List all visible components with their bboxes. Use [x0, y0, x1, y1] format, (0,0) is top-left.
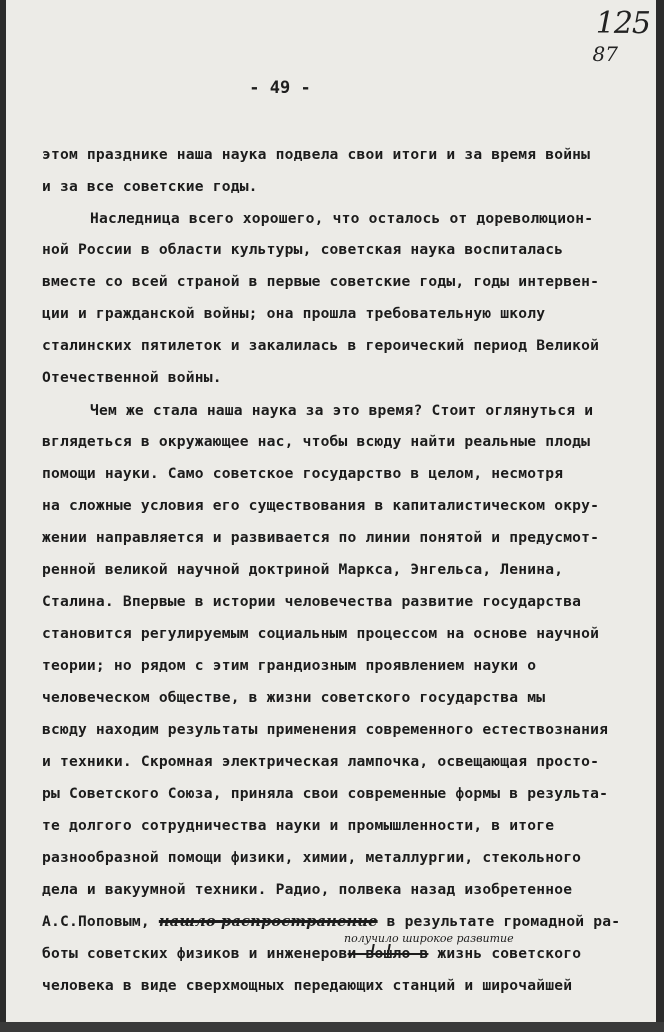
handwritten-insert: получило широкое развитие: [344, 932, 514, 945]
text-segment: А.С.Поповым,: [42, 913, 159, 930]
text-line: те долгого сотрудничества науки и промышленности, в итоге: [42, 817, 555, 834]
struck-text: нашло распространение: [158, 913, 378, 930]
text-line: и за все советские годы.: [42, 178, 258, 195]
text-line: вглядеться в окружающее нас, чтобы всюду найти реальные плоды: [42, 433, 591, 450]
text-line: всюду находим результаты применения современного естествознания: [42, 721, 609, 738]
text-line: сталинских пятилеток и закалилась в героический период Великой: [42, 337, 600, 354]
struck-text: и вошло в: [347, 945, 429, 962]
archive-folio-subnumber: 87: [592, 42, 618, 66]
archive-folio-number: 125: [595, 6, 650, 41]
text-line: ры Советского Союза, приняла свои современные формы в результа-: [42, 785, 609, 802]
text-line: человеческом обществе, в жизни советского государства мы: [42, 689, 546, 706]
scan-left-edge: [0, 0, 6, 1032]
text-line: становится регулируемым социальным процессом на основе научной: [42, 625, 600, 642]
text-line: этом празднике наша наука подвела свои итоги и за время войны: [42, 146, 591, 163]
text-line: ренной великой научной доктриной Маркса, Энгельса, Ленина,: [42, 561, 564, 578]
text-line: ции и гражданской войны; она прошла требовательную школу: [42, 305, 546, 322]
text-line: жении направляется и развивается по линии понятой и предусмот-: [42, 529, 600, 546]
text-line: дела и вакуумной техники. Радио, полвека назад изобретенное: [42, 881, 573, 898]
text-line: вместе со всей страной в первые советские годы, годы интервен-: [42, 273, 600, 290]
page-number: - 49 -: [249, 78, 311, 98]
text-line: Отечественной войны.: [42, 369, 222, 386]
scan-bottom-edge: [0, 1022, 664, 1032]
text-line: Чем же стала наша наука за это время? Стоит оглянуться и: [90, 402, 594, 419]
text-line-with-strike: [42, 913, 620, 930]
text-line: на сложные условия его существования в капиталистическом окру-: [42, 497, 600, 514]
text-segment: боты советских физиков и инженеров: [42, 945, 348, 962]
text-line: Наследница всего хорошего, что осталось от дореволюцион-: [90, 210, 594, 227]
text-line: человека в виде сверхмощных передающих станций и широчайшей: [42, 977, 573, 994]
text-segment: в результате громадной ра-: [377, 913, 621, 930]
text-line: и техники. Скромная электрическая лампочка, освещающая просто-: [42, 753, 600, 770]
text-line: ной России в области культуры, советская наука воспиталась: [42, 241, 564, 258]
text-line-with-insert: [42, 945, 581, 962]
text-segment: жизнь советского: [428, 945, 582, 962]
scan-right-edge: [656, 0, 664, 1032]
text-line: разнообразной помощи физики, химии, металлургии, стекольного: [42, 849, 582, 866]
text-line: теории; но рядом с этим грандиозным проявлением науки о: [42, 657, 537, 674]
text-line: Сталина. Впервые в истории человечества развитие государства: [42, 593, 582, 610]
text-line: помощи науки. Само советское государство в целом, несмотря: [42, 465, 564, 482]
